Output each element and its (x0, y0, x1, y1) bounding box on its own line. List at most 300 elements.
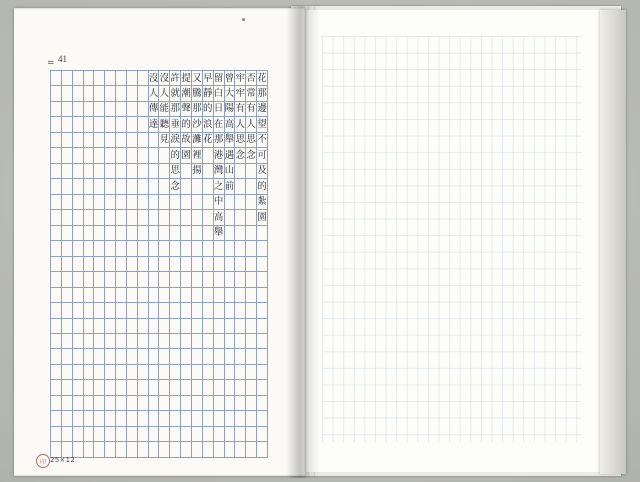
manuscript-char: 灣 (213, 165, 224, 177)
manuscript-cell (224, 179, 235, 194)
manuscript-cell (72, 210, 83, 225)
manuscript-cell (191, 225, 202, 240)
manuscript-cell (191, 132, 202, 147)
manuscript-cell (116, 333, 127, 348)
manuscript-char: 念 (246, 149, 256, 161)
manuscript-cell (148, 163, 159, 178)
manuscript-cell (181, 163, 192, 178)
manuscript-cell (105, 395, 116, 410)
manuscript-cell (235, 411, 246, 426)
manuscript-cell (224, 395, 235, 410)
manuscript-cell (202, 86, 213, 101)
manuscript-cell (181, 101, 192, 116)
manuscript-char: 的 (257, 180, 267, 192)
manuscript-cell (137, 303, 148, 318)
manuscript-cell (51, 163, 62, 178)
manuscript-cell (257, 163, 268, 178)
manuscript-cell (202, 163, 213, 178)
manuscript-cell (159, 256, 170, 271)
manuscript-cell (105, 272, 116, 287)
manuscript-cell (191, 117, 202, 132)
manuscript-cell (257, 241, 268, 256)
manuscript-cell (83, 364, 94, 379)
manuscript-cell (105, 380, 116, 395)
manuscript-cell (213, 86, 224, 101)
manuscript-cell (224, 318, 235, 333)
manuscript-cell (191, 179, 202, 194)
manuscript-cell (105, 71, 116, 86)
manuscript-cell (159, 395, 170, 410)
manuscript-cell (51, 194, 62, 209)
manuscript-cell (170, 86, 181, 101)
manuscript-char: 思 (235, 134, 245, 146)
manuscript-cell (170, 210, 181, 225)
manuscript-cell (105, 303, 116, 318)
manuscript-cell (257, 442, 268, 458)
manuscript-cell (105, 163, 116, 178)
manuscript-cell (116, 225, 127, 240)
manuscript-cell (170, 333, 181, 348)
manuscript-cell (202, 364, 213, 379)
manuscript-cell (148, 426, 159, 441)
manuscript-cell (246, 442, 257, 458)
manuscript-cell (61, 287, 72, 302)
manuscript-cell (191, 241, 202, 256)
manuscript-char: 灘 (192, 134, 202, 146)
manuscript-cell (191, 395, 202, 410)
manuscript-cell (257, 86, 268, 101)
manuscript-cell (72, 117, 83, 132)
manuscript-cell (235, 287, 246, 302)
manuscript-cell (191, 256, 202, 271)
manuscript-cell (94, 411, 105, 426)
manuscript-cell (61, 380, 72, 395)
manuscript-cell (235, 395, 246, 410)
manuscript-cell (213, 272, 224, 287)
manuscript-char: 園 (181, 149, 191, 161)
manuscript-cell (257, 148, 268, 163)
manuscript-cell (224, 411, 235, 426)
manuscript-cell (235, 256, 246, 271)
manuscript-cell (246, 395, 257, 410)
manuscript-cell (61, 318, 72, 333)
manuscript-cell (257, 426, 268, 441)
manuscript-cell (72, 349, 83, 364)
manuscript-char: 及 (257, 165, 267, 177)
manuscript-cell (235, 101, 246, 116)
manuscript-char: 中 (213, 196, 224, 208)
manuscript-cell (148, 287, 159, 302)
manuscript-cell (224, 256, 235, 271)
manuscript-cell (202, 101, 213, 116)
manuscript-cell (51, 101, 62, 116)
manuscript-cell (94, 241, 105, 256)
manuscript-cell (213, 333, 224, 348)
manuscript-cell (137, 287, 148, 302)
manuscript-cell (213, 101, 224, 116)
manuscript-cell (170, 364, 181, 379)
manuscript-cell (126, 333, 137, 348)
manuscript-cell (181, 86, 192, 101)
manuscript-char: 邊 (257, 103, 267, 115)
manuscript-cell (126, 101, 137, 116)
manuscript-cell (235, 132, 246, 147)
manuscript-char: 又 (192, 72, 202, 84)
manuscript-cell (116, 117, 127, 132)
manuscript-cell (105, 411, 116, 426)
manuscript-cell (137, 442, 148, 458)
manuscript-cell (83, 349, 94, 364)
manuscript-cell (235, 179, 246, 194)
manuscript-cell (224, 86, 235, 101)
manuscript-cell (159, 318, 170, 333)
manuscript-cell (235, 426, 246, 441)
manuscript-cell (83, 132, 94, 147)
manuscript-cell (72, 364, 83, 379)
manuscript-cell (83, 333, 94, 348)
manuscript-cell (181, 71, 192, 86)
manuscript-cell (181, 117, 192, 132)
manuscript-cell (51, 256, 62, 271)
manuscript-cell (94, 71, 105, 86)
manuscript-cell (105, 318, 116, 333)
manuscript-cell (137, 101, 148, 116)
manuscript-char: 白 (213, 88, 224, 99)
manuscript-char: 牢 (235, 72, 245, 84)
manuscript-cell (202, 179, 213, 194)
manuscript-cell (148, 256, 159, 271)
manuscript-char: 的 (170, 149, 180, 161)
manuscript-cell (224, 364, 235, 379)
manuscript-cell (246, 210, 257, 225)
manuscript-cell (246, 71, 257, 86)
manuscript-row (51, 442, 268, 458)
manuscript-cell (181, 333, 192, 348)
manuscript-char: 在 (213, 118, 224, 130)
manuscript-cell (246, 256, 257, 271)
manuscript-cell (148, 210, 159, 225)
manuscript-cell (61, 132, 72, 147)
manuscript-cell (159, 426, 170, 441)
manuscript-cell (159, 225, 170, 240)
manuscript-cell (170, 426, 181, 441)
manuscript-cell (181, 380, 192, 395)
manuscript-cell (213, 364, 224, 379)
manuscript-char: 思 (170, 165, 180, 177)
manuscript-cell (116, 380, 127, 395)
manuscript-cell (224, 71, 235, 86)
manuscript-cell (224, 194, 235, 209)
manuscript-cell (246, 380, 257, 395)
manuscript-cell (51, 71, 62, 86)
manuscript-cell (61, 194, 72, 209)
manuscript-cell (116, 287, 127, 302)
manuscript-char: 曾 (224, 72, 235, 84)
manuscript-cell (235, 163, 246, 178)
manuscript-row (51, 101, 268, 116)
manuscript-cell (51, 426, 62, 441)
manuscript-cell (170, 241, 181, 256)
manuscript-cell (159, 442, 170, 458)
manuscript-cell (61, 71, 72, 86)
manuscript-cell (148, 303, 159, 318)
manuscript-cell (159, 117, 170, 132)
manuscript-cell (159, 86, 170, 101)
manuscript-cell (116, 101, 127, 116)
manuscript-cell (51, 272, 62, 287)
manuscript-cell (213, 411, 224, 426)
manuscript-cell (246, 86, 257, 101)
manuscript-cell (61, 148, 72, 163)
manuscript-cell (61, 225, 72, 240)
manuscript-cell (126, 318, 137, 333)
manuscript-cell (181, 395, 192, 410)
manuscript-cell (246, 318, 257, 333)
manuscript-cell (94, 194, 105, 209)
manuscript-cell (105, 442, 116, 458)
manuscript-cell (213, 163, 224, 178)
manuscript-cell (246, 411, 257, 426)
manuscript-cell (51, 132, 62, 147)
manuscript-cell (224, 163, 235, 178)
manuscript-cell (235, 194, 246, 209)
manuscript-cell (83, 225, 94, 240)
manuscript-char: 高 (213, 211, 224, 223)
manuscript-char: 園 (257, 211, 267, 223)
manuscript-cell (213, 349, 224, 364)
manuscript-cell (213, 194, 224, 209)
manuscript-cell (224, 101, 235, 116)
manuscript-cell (148, 117, 159, 132)
manuscript-row (51, 179, 268, 194)
manuscript-row (51, 333, 268, 348)
manuscript-cell (51, 225, 62, 240)
manuscript-cell (72, 318, 83, 333)
manuscript-cell (213, 442, 224, 458)
manuscript-cell (126, 241, 137, 256)
manuscript-char: 就 (170, 88, 180, 99)
manuscript-cell (137, 179, 148, 194)
manuscript-cell (246, 148, 257, 163)
manuscript-char: 淚 (170, 134, 180, 146)
manuscript-char: 揚 (192, 165, 202, 177)
manuscript-row (51, 194, 268, 209)
manuscript-cell (257, 210, 268, 225)
manuscript-cell (83, 194, 94, 209)
manuscript-cell (159, 303, 170, 318)
manuscript-cell (159, 380, 170, 395)
manuscript-cell (83, 163, 94, 178)
manuscript-char: 那 (170, 103, 180, 115)
manuscript-cell (61, 333, 72, 348)
seal-stamp: 印 (36, 454, 50, 468)
manuscript-cell (159, 411, 170, 426)
manuscript-cell (61, 241, 72, 256)
manuscript-cell (126, 287, 137, 302)
manuscript-cell (94, 86, 105, 101)
manuscript-row (51, 380, 268, 395)
manuscript-cell (224, 210, 235, 225)
manuscript-row (51, 241, 268, 256)
manuscript-cell (170, 194, 181, 209)
manuscript-cell (202, 303, 213, 318)
manuscript-cell (181, 132, 192, 147)
manuscript-cell (181, 411, 192, 426)
manuscript-cell (159, 148, 170, 163)
manuscript-row (51, 148, 268, 163)
manuscript-cell (159, 272, 170, 287)
manuscript-cell (202, 426, 213, 441)
manuscript-cell (94, 225, 105, 240)
manuscript-row (51, 210, 268, 225)
manuscript-cell (191, 380, 202, 395)
manuscript-cell (246, 287, 257, 302)
manuscript-cell (181, 318, 192, 333)
manuscript-cell (137, 117, 148, 132)
manuscript-cell (181, 179, 192, 194)
manuscript-cell (159, 287, 170, 302)
manuscript-cell (159, 71, 170, 86)
manuscript-char: 常 (246, 88, 256, 99)
manuscript-cell (94, 333, 105, 348)
manuscript-cell (170, 318, 181, 333)
manuscript-char: 見 (159, 134, 170, 146)
manuscript-cell (257, 71, 268, 86)
manuscript-char: 有 (246, 103, 256, 115)
page-edge-curl (600, 10, 626, 474)
manuscript-cell (246, 163, 257, 178)
manuscript-char: 能 (159, 103, 170, 115)
grid-size-note: 25×12 (50, 456, 76, 464)
manuscript-cell (137, 411, 148, 426)
manuscript-cell (51, 287, 62, 302)
manuscript-cell (191, 426, 202, 441)
manuscript-cell (105, 287, 116, 302)
manuscript-cell (72, 241, 83, 256)
manuscript-row (51, 411, 268, 426)
manuscript-cell (61, 272, 72, 287)
manuscript-cell (61, 395, 72, 410)
manuscript-cell (181, 225, 192, 240)
manuscript-row (51, 132, 268, 147)
manuscript-cell (116, 194, 127, 209)
manuscript-cell (213, 132, 224, 147)
manuscript-cell (116, 71, 127, 86)
manuscript-cell (72, 194, 83, 209)
manuscript-cell (105, 333, 116, 348)
manuscript-cell (148, 411, 159, 426)
manuscript-char: 思 (246, 134, 256, 146)
manuscript-cell (83, 86, 94, 101)
manuscript-cell (116, 163, 127, 178)
manuscript-row (51, 364, 268, 379)
manuscript-row (51, 256, 268, 271)
manuscript-cell (116, 349, 127, 364)
manuscript-cell (159, 364, 170, 379)
manuscript-cell (257, 380, 268, 395)
manuscript-cell (61, 117, 72, 132)
manuscript-cell (246, 117, 257, 132)
faint-grid (322, 36, 582, 442)
manuscript-char: 港 (213, 149, 224, 161)
manuscript-cell (257, 411, 268, 426)
manuscript-cell (235, 442, 246, 458)
manuscript-row (51, 163, 268, 178)
manuscript-cell (83, 318, 94, 333)
manuscript-cell (116, 179, 127, 194)
manuscript-cell (181, 241, 192, 256)
manuscript-cell (170, 272, 181, 287)
manuscript-char: 念 (235, 149, 245, 161)
manuscript-cell (213, 303, 224, 318)
manuscript-cell (137, 333, 148, 348)
manuscript-char: 可 (257, 149, 267, 161)
manuscript-cell (257, 256, 268, 271)
manuscript-cell (126, 148, 137, 163)
manuscript-cell (170, 132, 181, 147)
manuscript-cell (148, 179, 159, 194)
manuscript-cell (137, 86, 148, 101)
manuscript-cell (148, 333, 159, 348)
manuscript-cell (224, 349, 235, 364)
manuscript-cell (148, 132, 159, 147)
manuscript-cell (61, 210, 72, 225)
manuscript-cell (224, 225, 235, 240)
manuscript-cell (94, 256, 105, 271)
manuscript-cell (126, 364, 137, 379)
manuscript-cell (83, 395, 94, 410)
manuscript-cell (51, 411, 62, 426)
manuscript-cell (202, 442, 213, 458)
manuscript-cell (137, 395, 148, 410)
manuscript-cell (126, 272, 137, 287)
manuscript-cell (191, 287, 202, 302)
manuscript-cell (83, 426, 94, 441)
manuscript-cell (170, 442, 181, 458)
manuscript-char: 人 (246, 118, 256, 130)
manuscript-cell (170, 71, 181, 86)
manuscript-cell (148, 318, 159, 333)
manuscript-cell (116, 411, 127, 426)
manuscript-cell (224, 241, 235, 256)
manuscript-cell (181, 148, 192, 163)
manuscript-cell (61, 101, 72, 116)
manuscript-cell (105, 117, 116, 132)
manuscript-char: 有 (235, 103, 245, 115)
manuscript-cell (191, 411, 202, 426)
manuscript-cell (94, 364, 105, 379)
manuscript-cell (51, 395, 62, 410)
manuscript-cell (224, 442, 235, 458)
manuscript-cell (126, 395, 137, 410)
manuscript-cell (137, 163, 148, 178)
manuscript-cell (202, 349, 213, 364)
manuscript-cell (257, 272, 268, 287)
manuscript-row (51, 287, 268, 302)
manuscript-cell (235, 272, 246, 287)
manuscript-cell (235, 333, 246, 348)
manuscript-char: 否 (246, 72, 256, 84)
manuscript-cell (148, 395, 159, 410)
manuscript-cell (94, 272, 105, 287)
manuscript-cell (105, 132, 116, 147)
manuscript-cell (105, 241, 116, 256)
manuscript-cell (191, 364, 202, 379)
manuscript-cell (83, 380, 94, 395)
manuscript-cell (170, 256, 181, 271)
manuscript-cell (246, 101, 257, 116)
manuscript-cell (224, 333, 235, 348)
